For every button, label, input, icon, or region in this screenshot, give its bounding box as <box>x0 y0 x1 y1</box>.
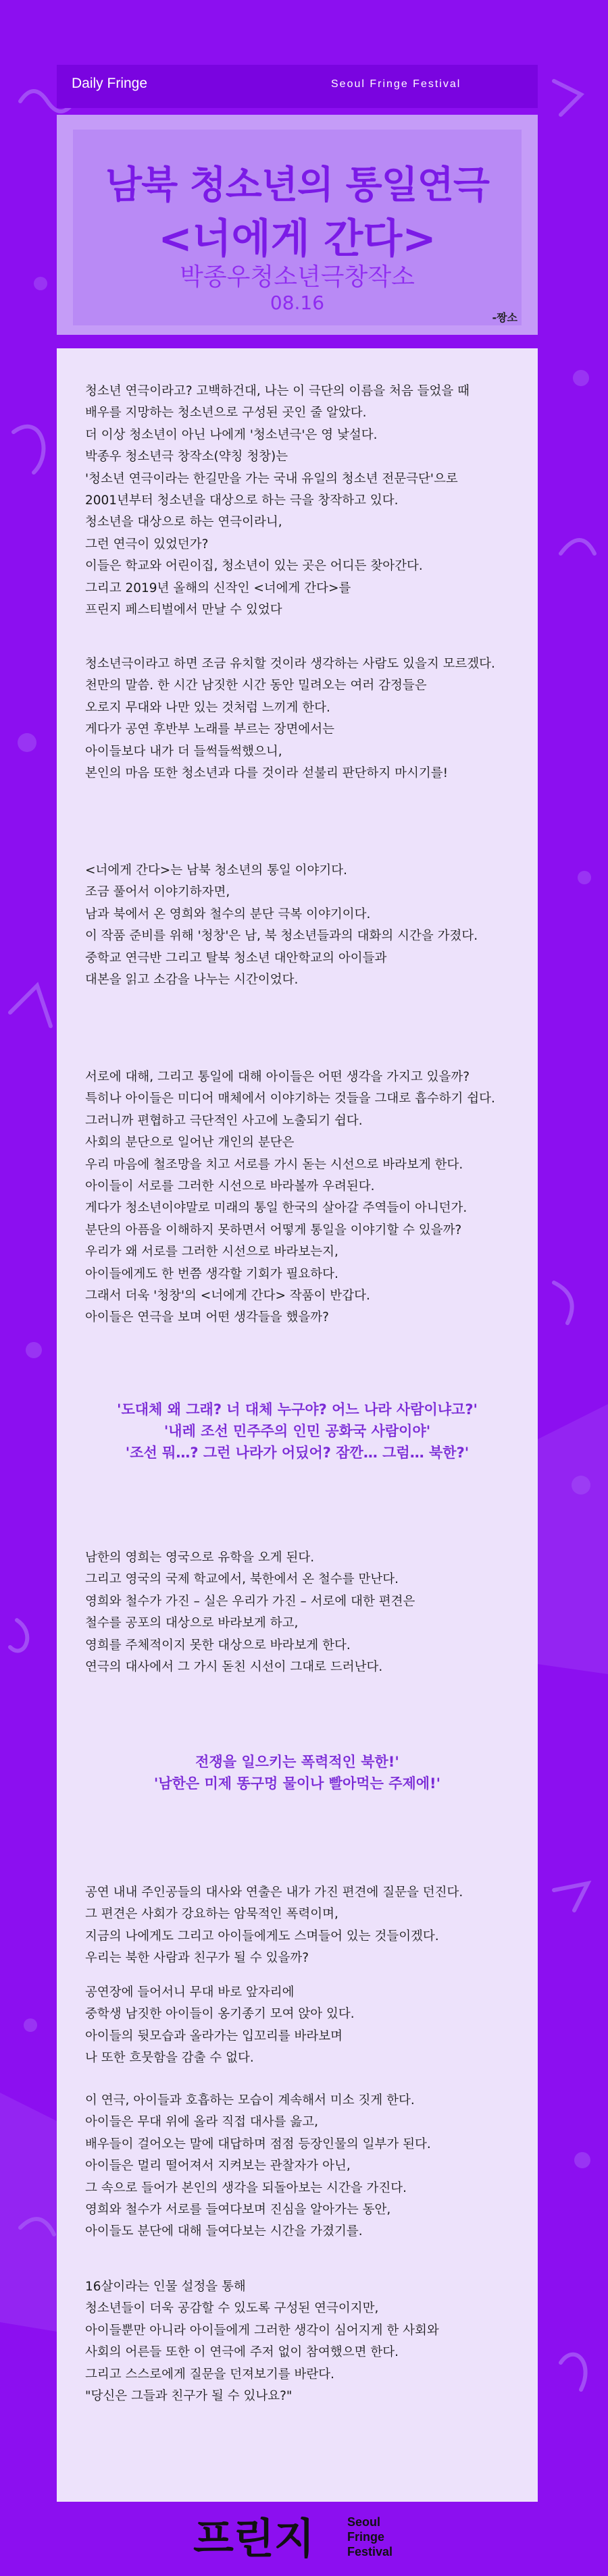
text-line: 2001년부터 청소년을 대상으로 하는 극을 창작하고 있다. <box>85 493 399 508</box>
dialogue-quote-1 <box>57 1399 538 1464</box>
text-line: 게다가 공연 후반부 노래를 부르는 장면에서는 <box>85 722 334 737</box>
text-line: 영희를 주체적이지 못한 대상으로 바라보게 한다. <box>85 1638 351 1653</box>
paragraph-interaction <box>85 2090 531 2243</box>
text-line: 그리고 스스로에게 질문을 던져보기를 바란다. <box>85 2367 334 2382</box>
text-line: '조선 뭐…? 그런 나라가 어딨어? 잠깐… 그럼… 북한?' <box>125 1445 470 1461</box>
text-line: 그 편견은 사회가 강요하는 암묵적인 폭력이며, <box>85 1907 338 1922</box>
text-line: 그 속으로 들어가 본인의 생각을 되돌아보는 시간을 가진다. <box>85 2180 407 2195</box>
text-line: 배우들이 걸어오는 말에 대답하며 점점 등장인물의 일부가 된다. <box>85 2137 431 2151</box>
paragraph-division <box>85 1067 531 1329</box>
text-line: 아이들이 서로를 그러한 시선으로 바라볼까 우려된다. <box>85 1179 375 1194</box>
fringe-logo <box>191 2511 413 2564</box>
text-line: 오로지 무대와 나만 있는 것처럼 느끼게 한다. <box>85 700 330 715</box>
text-line: 전쟁을 일으키는 폭력적인 북한!' <box>195 1754 399 1770</box>
text-line: 그리고 영국의 국제 학교에서, 북한에서 온 철수를 만난다. <box>85 1572 399 1587</box>
paragraph-characters <box>85 1547 531 1678</box>
text-line: 이 작품 준비를 위해 '청창'은 남, 북 청소년들과의 대화의 시간을 가졌다. <box>85 929 478 944</box>
text-line: 게다가 청소년이야말로 미래의 통일 한국의 살아갈 주역들이 아니던가. <box>85 1201 467 1216</box>
text-line: 박종우 청소년극 창작소(약칭 청창)는 <box>85 450 288 464</box>
text-line: 영희와 철수가 서로를 들여다보며 진심을 알아가는 동안, <box>85 2203 391 2218</box>
text-line: 아이들보다 내가 더 들썩들썩했으니, <box>85 744 282 759</box>
text-line: 더 이상 청소년이 아닌 나에게 '청소년극'은 영 낯설다. <box>85 427 378 442</box>
title-line-2: <너에게 간다> <box>158 215 436 263</box>
text-line: 청소년 연극이라고? 고백하건대, 나는 이 극단의 이름을 처음 들었을 때 <box>85 384 470 398</box>
text-line: 청소년을 대상으로 하는 연극이라니, <box>85 515 282 530</box>
text-line: 아이들의 뒷모습과 올라가는 입꼬리를 바라보며 <box>85 2029 343 2043</box>
paragraph-theater <box>85 1982 531 2070</box>
text-line: 특히나 아이들은 미디어 매체에서 이야기하는 것들을 그대로 흡수하기 쉽다. <box>85 1092 495 1106</box>
text-line: "당신은 그들과 친구가 될 수 있나요?" <box>85 2389 293 2404</box>
text-line: 아이들에게도 한 번쯤 생각할 기회가 필요하다. <box>85 1266 338 1281</box>
paragraph-story <box>85 860 531 991</box>
logo-brand-line-2: Fringe <box>347 2530 385 2544</box>
title-line-1: 남북 청소년의 통일연극 <box>105 163 489 207</box>
text-line: 우리는 북한 사람과 친구가 될 수 있을까? <box>85 1951 309 1966</box>
text-line: 아이들은 무대 위에 올라 직접 대사를 읊고, <box>85 2115 318 2130</box>
text-line: '남한은 미제 똥구멍 물이나 빨아먹는 주제에!' <box>153 1775 441 1792</box>
text-line: 본인의 마음 또한 청소년과 다를 것이라 섣불리 판단하지 마시기를! <box>85 766 448 781</box>
text-line: 프린지 페스티벌에서 만날 수 있었다 <box>85 603 282 618</box>
company-name: 박종우청소년극창작소 <box>180 263 415 291</box>
text-line: 이 연극, 아이들과 호흡하는 모습이 계속해서 미소 짓게 한다. <box>85 2093 415 2108</box>
text-line: 그리고 2019년 올해의 신작인 <너에게 간다>를 <box>85 581 351 595</box>
paragraph-prejudice <box>85 1882 531 1970</box>
text-line: 그런 연극이 있었던가? <box>85 537 209 552</box>
text-line: 청소년극이라고 하면 조금 유치할 것이라 생각하는 사람도 있을지 모르겠다. <box>85 657 495 671</box>
text-line: 천만의 말씀. 한 시간 남짓한 시간 동안 밀려오는 여러 감정들은 <box>85 678 427 693</box>
text-line: 16살이라는 인물 설정을 통해 <box>85 2280 246 2294</box>
article-body <box>57 348 538 2502</box>
paragraph-intro <box>85 381 531 621</box>
text-line: 조금 풀어서 이야기하자면, <box>85 885 230 900</box>
text-line: 우리가 왜 서로를 그러한 시선으로 바라보는지, <box>85 1245 338 1260</box>
logo-brand-line-1: Seoul <box>347 2515 381 2529</box>
text-line: '청소년 연극이라는 한길만을 가는 국내 유일의 청소년 전문극단'으로 <box>85 471 458 486</box>
logo-brand-line-3: Festival <box>347 2545 393 2558</box>
text-line: 아이들도 분단에 대해 들여다보는 시간을 가졌기를. <box>85 2224 363 2239</box>
text-line: 사회의 어른들 또한 이 연극에 주저 없이 참여했으면 한다. <box>85 2345 399 2360</box>
text-line: 그러니까 편협하고 극단적인 사고에 노출되기 쉽다. <box>85 1113 363 1128</box>
text-line: '도대체 왜 그래? 너 대체 누구야? 어느 나라 사람이냐고?' <box>117 1401 478 1418</box>
text-line: '내레 조선 민주주의 인민 공화국 사람이야' <box>163 1423 431 1439</box>
paragraph-closing <box>85 2276 531 2407</box>
daily-fringe-label: Daily Fringe <box>72 76 148 91</box>
text-line: 중학생 남짓한 아이들이 옹기종기 모여 앉아 있다. <box>85 2007 355 2022</box>
text-line: 중학교 연극반 그리고 탈북 청소년 대안학교의 아이들과 <box>85 950 387 965</box>
text-line: <너에게 간다>는 남북 청소년의 통일 이야기다. <box>85 863 347 878</box>
text-line: 공연 내내 주인공들의 대사와 연출은 내가 가진 편견에 질문을 던진다. <box>85 1885 463 1900</box>
performance-date: 08.16 <box>270 292 325 314</box>
text-line: 남한의 영희는 영국으로 유학을 오게 된다. <box>85 1551 315 1565</box>
dialogue-quote-2 <box>57 1751 538 1794</box>
text-line: 아이들은 멀리 떨어져서 지켜보는 관찰자가 아닌, <box>85 2159 351 2174</box>
title-card <box>57 115 538 335</box>
text-line: 분단의 아픔을 이해하지 못하면서 어떻게 통일을 이야기할 수 있을까? <box>85 1223 462 1237</box>
text-line: 지금의 나에게도 그리고 아이들에게도 스며들어 있는 것들이겠다. <box>85 1929 439 1943</box>
text-line: 연극의 대사에서 그 가시 돋친 시선이 그대로 드러난다. <box>85 1660 383 1675</box>
text-line: 나 또한 흐뭇함을 감출 수 없다. <box>85 2051 254 2066</box>
text-line: 청소년들이 더욱 공감할 수 있도록 구성된 연극이지만, <box>85 2301 379 2316</box>
text-line: 아이들뿐만 아니라 아이들에게 그러한 생각이 심어지게 한 사회와 <box>85 2323 439 2338</box>
text-line: 공연장에 들어서니 무대 바로 앞자리에 <box>85 1985 295 2000</box>
text-line: 우리 마음에 철조망을 치고 서로를 가시 돋는 시선으로 바라보게 한다. <box>85 1157 463 1172</box>
text-line: 대본을 읽고 소감을 나누는 시간이었다. <box>85 973 299 988</box>
text-line: 영희와 철수가 가진 – 실은 우리가 가진 – 서로에 대한 편견은 <box>85 1594 415 1609</box>
text-line: 아이들은 연극을 보며 어떤 생각들을 했을까? <box>85 1310 329 1325</box>
text-line: 그래서 더욱 '청창'의 <너에게 간다> 작품이 반갑다. <box>85 1289 370 1304</box>
text-line: 철수를 공포의 대상으로 바라보게 하고, <box>85 1616 299 1631</box>
paragraph-audience <box>85 653 531 784</box>
author-byline: -짱소 <box>492 311 517 324</box>
seoul-fringe-festival-label: Seoul Fringe Festival <box>331 78 461 90</box>
text-line: 남과 북에서 온 영희와 철수의 분단 극복 이야기이다. <box>85 907 371 921</box>
text-line: 서로에 대해, 그리고 통일에 대해 아이들은 어떤 생각을 가지고 있을까? <box>85 1070 470 1084</box>
text-line: 배우를 지망하는 청소년으로 구성된 곳인 줄 알았다. <box>85 406 367 421</box>
fringe-logo-text: 프린지 <box>193 2514 315 2563</box>
text-line: 이들은 학교와 어린이집, 청소년이 있는 곳은 어디든 찾아간다. <box>85 559 423 574</box>
text-line: 사회의 분단으로 일어난 개인의 분단은 <box>85 1135 295 1150</box>
